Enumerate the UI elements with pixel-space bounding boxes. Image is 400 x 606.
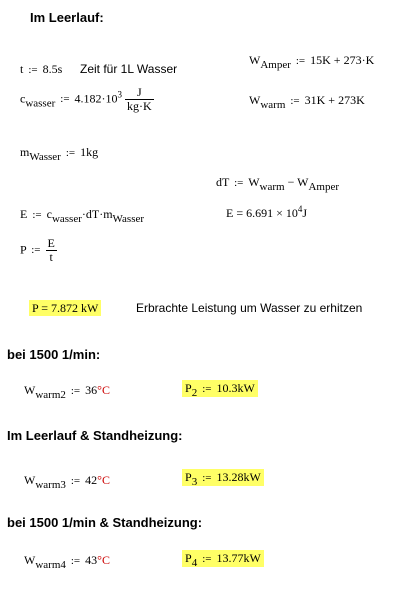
eq-w-warm: $W_{warm}$ := 31K + 273K: [249, 93, 365, 111]
eq-w-warm4: $W_{warm4}$ := 43°C: [24, 553, 110, 571]
note-time: Zeit für 1L Wasser: [80, 62, 178, 76]
eq-e: E := $c_{wasser}\cdot dT\cdot m_{Wasser}$: [20, 207, 145, 225]
heading-leerlauf-standheizung: Im Leerlauf & Standheizung:: [7, 428, 183, 443]
result-p: P = 7.872 kW: [29, 300, 101, 316]
eq-w-warm3: $W_{warm3}$ := 42°C: [24, 473, 110, 491]
heading-1500: bei 1500 1/min:: [7, 347, 101, 362]
eq-dt: dT := $W_{warm} - W_{Amper}$: [216, 175, 340, 193]
heading-1500-standheizung: bei 1500 1/min & Standheizung:: [7, 515, 203, 530]
eq-w-amper: $W_{Amper}$ := 15K + 273·K: [249, 53, 375, 71]
result-p4: $P_4$ := 13.77kW: [182, 550, 264, 567]
eq-c-wasser: $c_{wasser}$ := $4.182\cdot 10^3$ $\frac{J}{kg\cdot K}$: [20, 85, 152, 113]
note-leistung: Erbrachte Leistung um Wasser zu erhitzen: [136, 301, 363, 315]
result-p2: $P_2$ := 10.3kW: [182, 380, 258, 397]
eq-e-result: $E = 6.691 \times 10^4J$: [226, 204, 308, 220]
eq-w-warm2: $W_{warm2}$ := 36°C: [24, 383, 110, 401]
result-p3: $P_3$ := 13.28kW: [182, 469, 264, 486]
heading-leerlauf: Im Leerlauf:: [30, 10, 104, 25]
eq-t: t := 8.5s: [20, 62, 63, 76]
eq-m-wasser: $m_{Wasser}$ := 1kg: [20, 145, 99, 163]
eq-p: P := $\frac{E}{t}$: [20, 236, 55, 264]
